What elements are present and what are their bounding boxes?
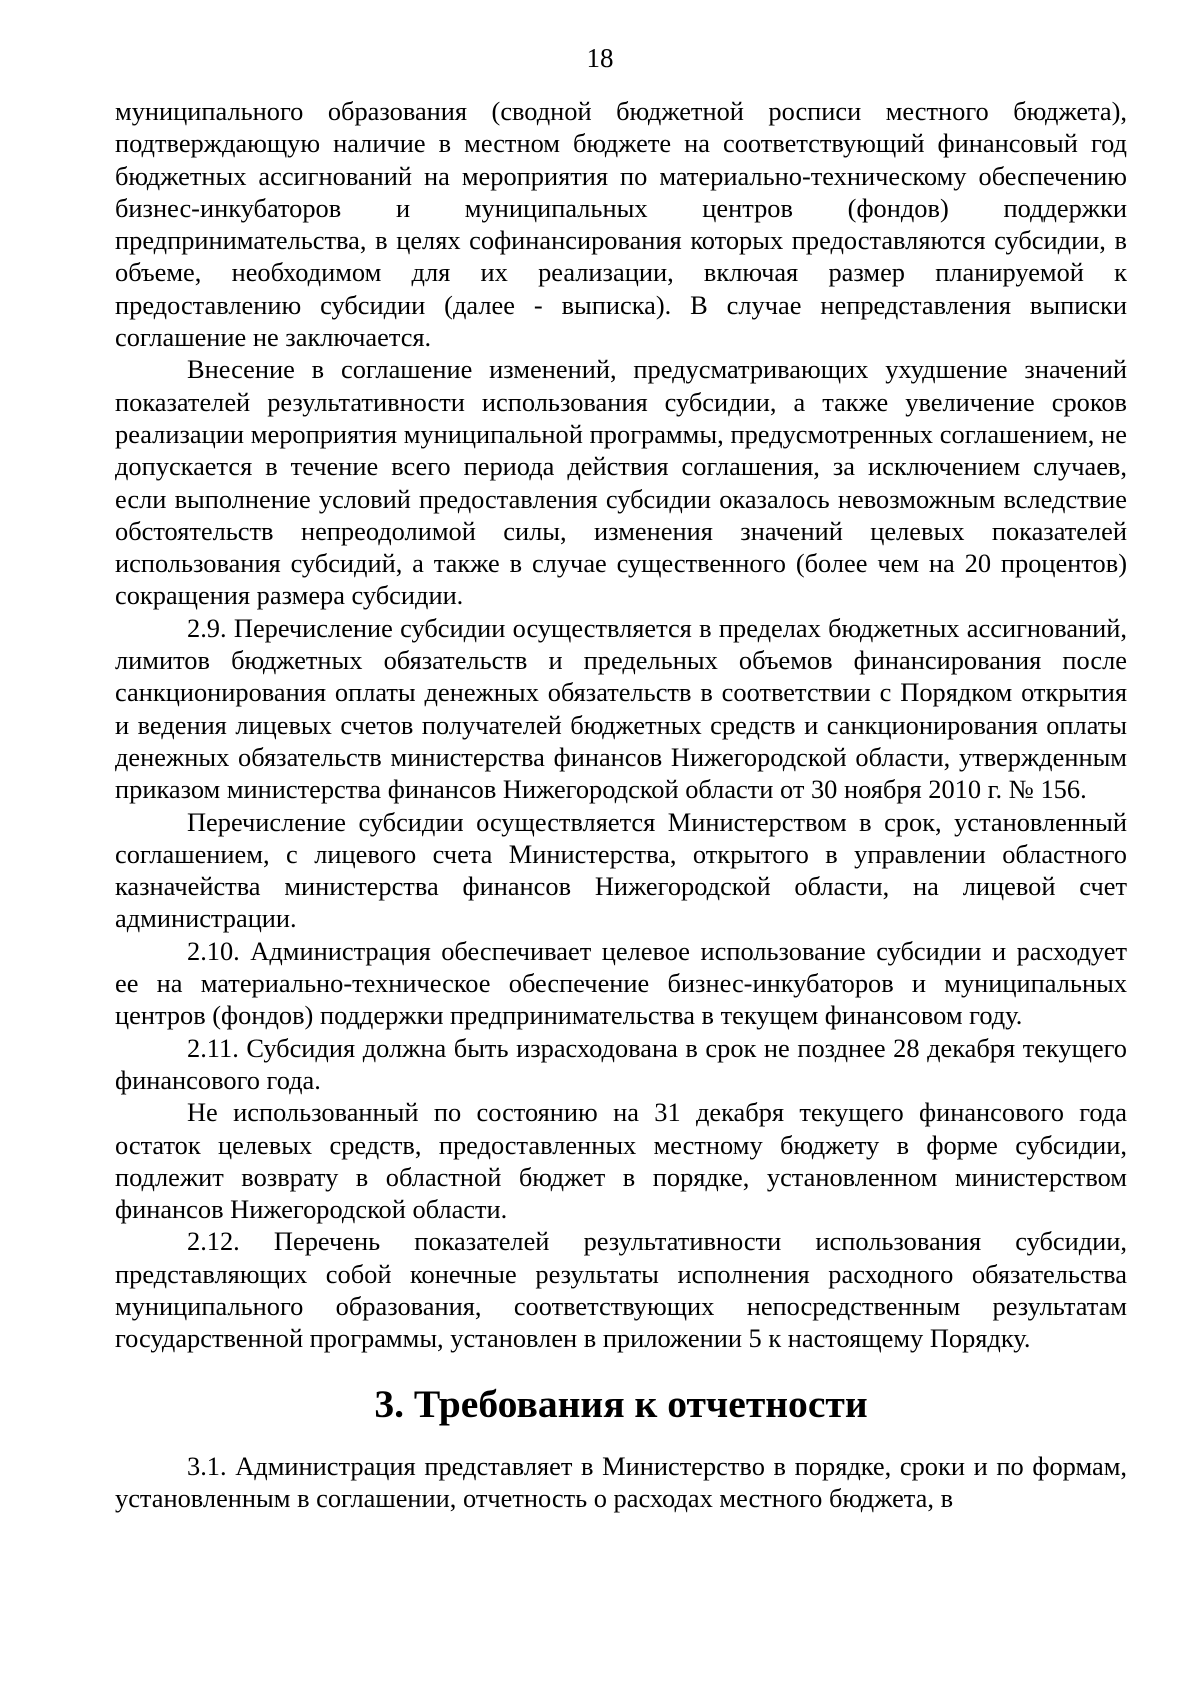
paragraph-2-12: 2.12. Перечень показателей результативности использования субсидии, представляющих собой конечные результаты исполнения расходного обязательства муниципального образования, соответствующих непосредственным результатам государственной программы, установлен в приложении 5 к настоящему Порядку. bbox=[115, 1226, 1127, 1354]
page-number: 18 bbox=[586, 43, 614, 73]
paragraph-2-11: 2.11. Субсидия должна быть израсходована в срок не позднее 28 декабря текущего финансового года. bbox=[115, 1032, 1127, 1095]
paragraph-unused-balance: Не использованный по состоянию на 31 декабря текущего финансового года остаток целевых средств, предоставленных местному бюджету в форме субсидии, подлежит возврату в областной бюджет в порядке, установленном министерством финансов Нижегородской области. bbox=[115, 1097, 1127, 1225]
paragraph-continuation: муниципального образования (сводной бюджетной росписи местного бюджета), подтверждающую наличие в местном бюджете на соответствующий финансовый год бюджетных ассигнований на мероприятия по материально-техническому обеспечению бизнес-инкубаторов и муниципальных центров (фондов) поддержки предпринимательства, в целях софинансирования которых предоставляются субсидии, в объеме, необходимом для их реализации, включая размер планируемой к предоставлению субсидии (далее - выписка). В случае непредставления выписки соглашение не заключается. bbox=[115, 96, 1127, 353]
paragraph-2-10: 2.10. Администрация обеспечивает целевое использование субсидии и расходует ее на материально-техническое обеспечение бизнес-инкубаторов и муниципальных центров (фондов) поддержки предпринимательства в текущем финансовом году. bbox=[115, 935, 1127, 1031]
paragraph-agreement-changes: Внесение в соглашение изменений, предусматривающих ухудшение значений показателей результативности использования субсидии, а также увеличение сроков реализации мероприятия муниципальной программы, предусмотренных соглашением, не допускается в течение всего периода действия соглашения, за исключением случаев, если выполнение условий предоставления субсидии оказалось невозможным вследствие обстоятельств непреодолимой силы, изменения значений целевых показателей использования субсидий, а также в случае существенного (более чем на 20 процентов) сокращения размера субсидии. bbox=[115, 354, 1127, 611]
document-body bbox=[115, 95, 1127, 1514]
paragraph-3-1: 3.1. Администрация представляет в Министерство в порядке, сроки и по формам, установленным в соглашении, отчетность о расходах местного бюджета, в bbox=[115, 1450, 1127, 1513]
section-heading-reporting: 3. Требования к отчетности bbox=[374, 1381, 868, 1426]
paragraph-2-9: 2.9. Перечисление субсидии осуществляется в пределах бюджетных ассигнований, лимитов бюджетных обязательств и предельных объемов финансирования после санкционирования оплаты денежных обязательств в соответствии с Порядком открытия и ведения лицевых счетов получателей бюджетных средств и санкционирования оплаты денежных обязательств министерства финансов Нижегородской области, утвержденным приказом министерства финансов Нижегородской области от 30 ноября 2010 г. № 156. bbox=[115, 612, 1127, 805]
paragraph-transfer-term: Перечисление субсидии осуществляется Министерством в срок, установленный соглашением, с лицевого счета Министерства, открытого в управлении областного казначейства министерства финансов Нижегородской области, на лицевой счет администрации. bbox=[115, 806, 1127, 934]
